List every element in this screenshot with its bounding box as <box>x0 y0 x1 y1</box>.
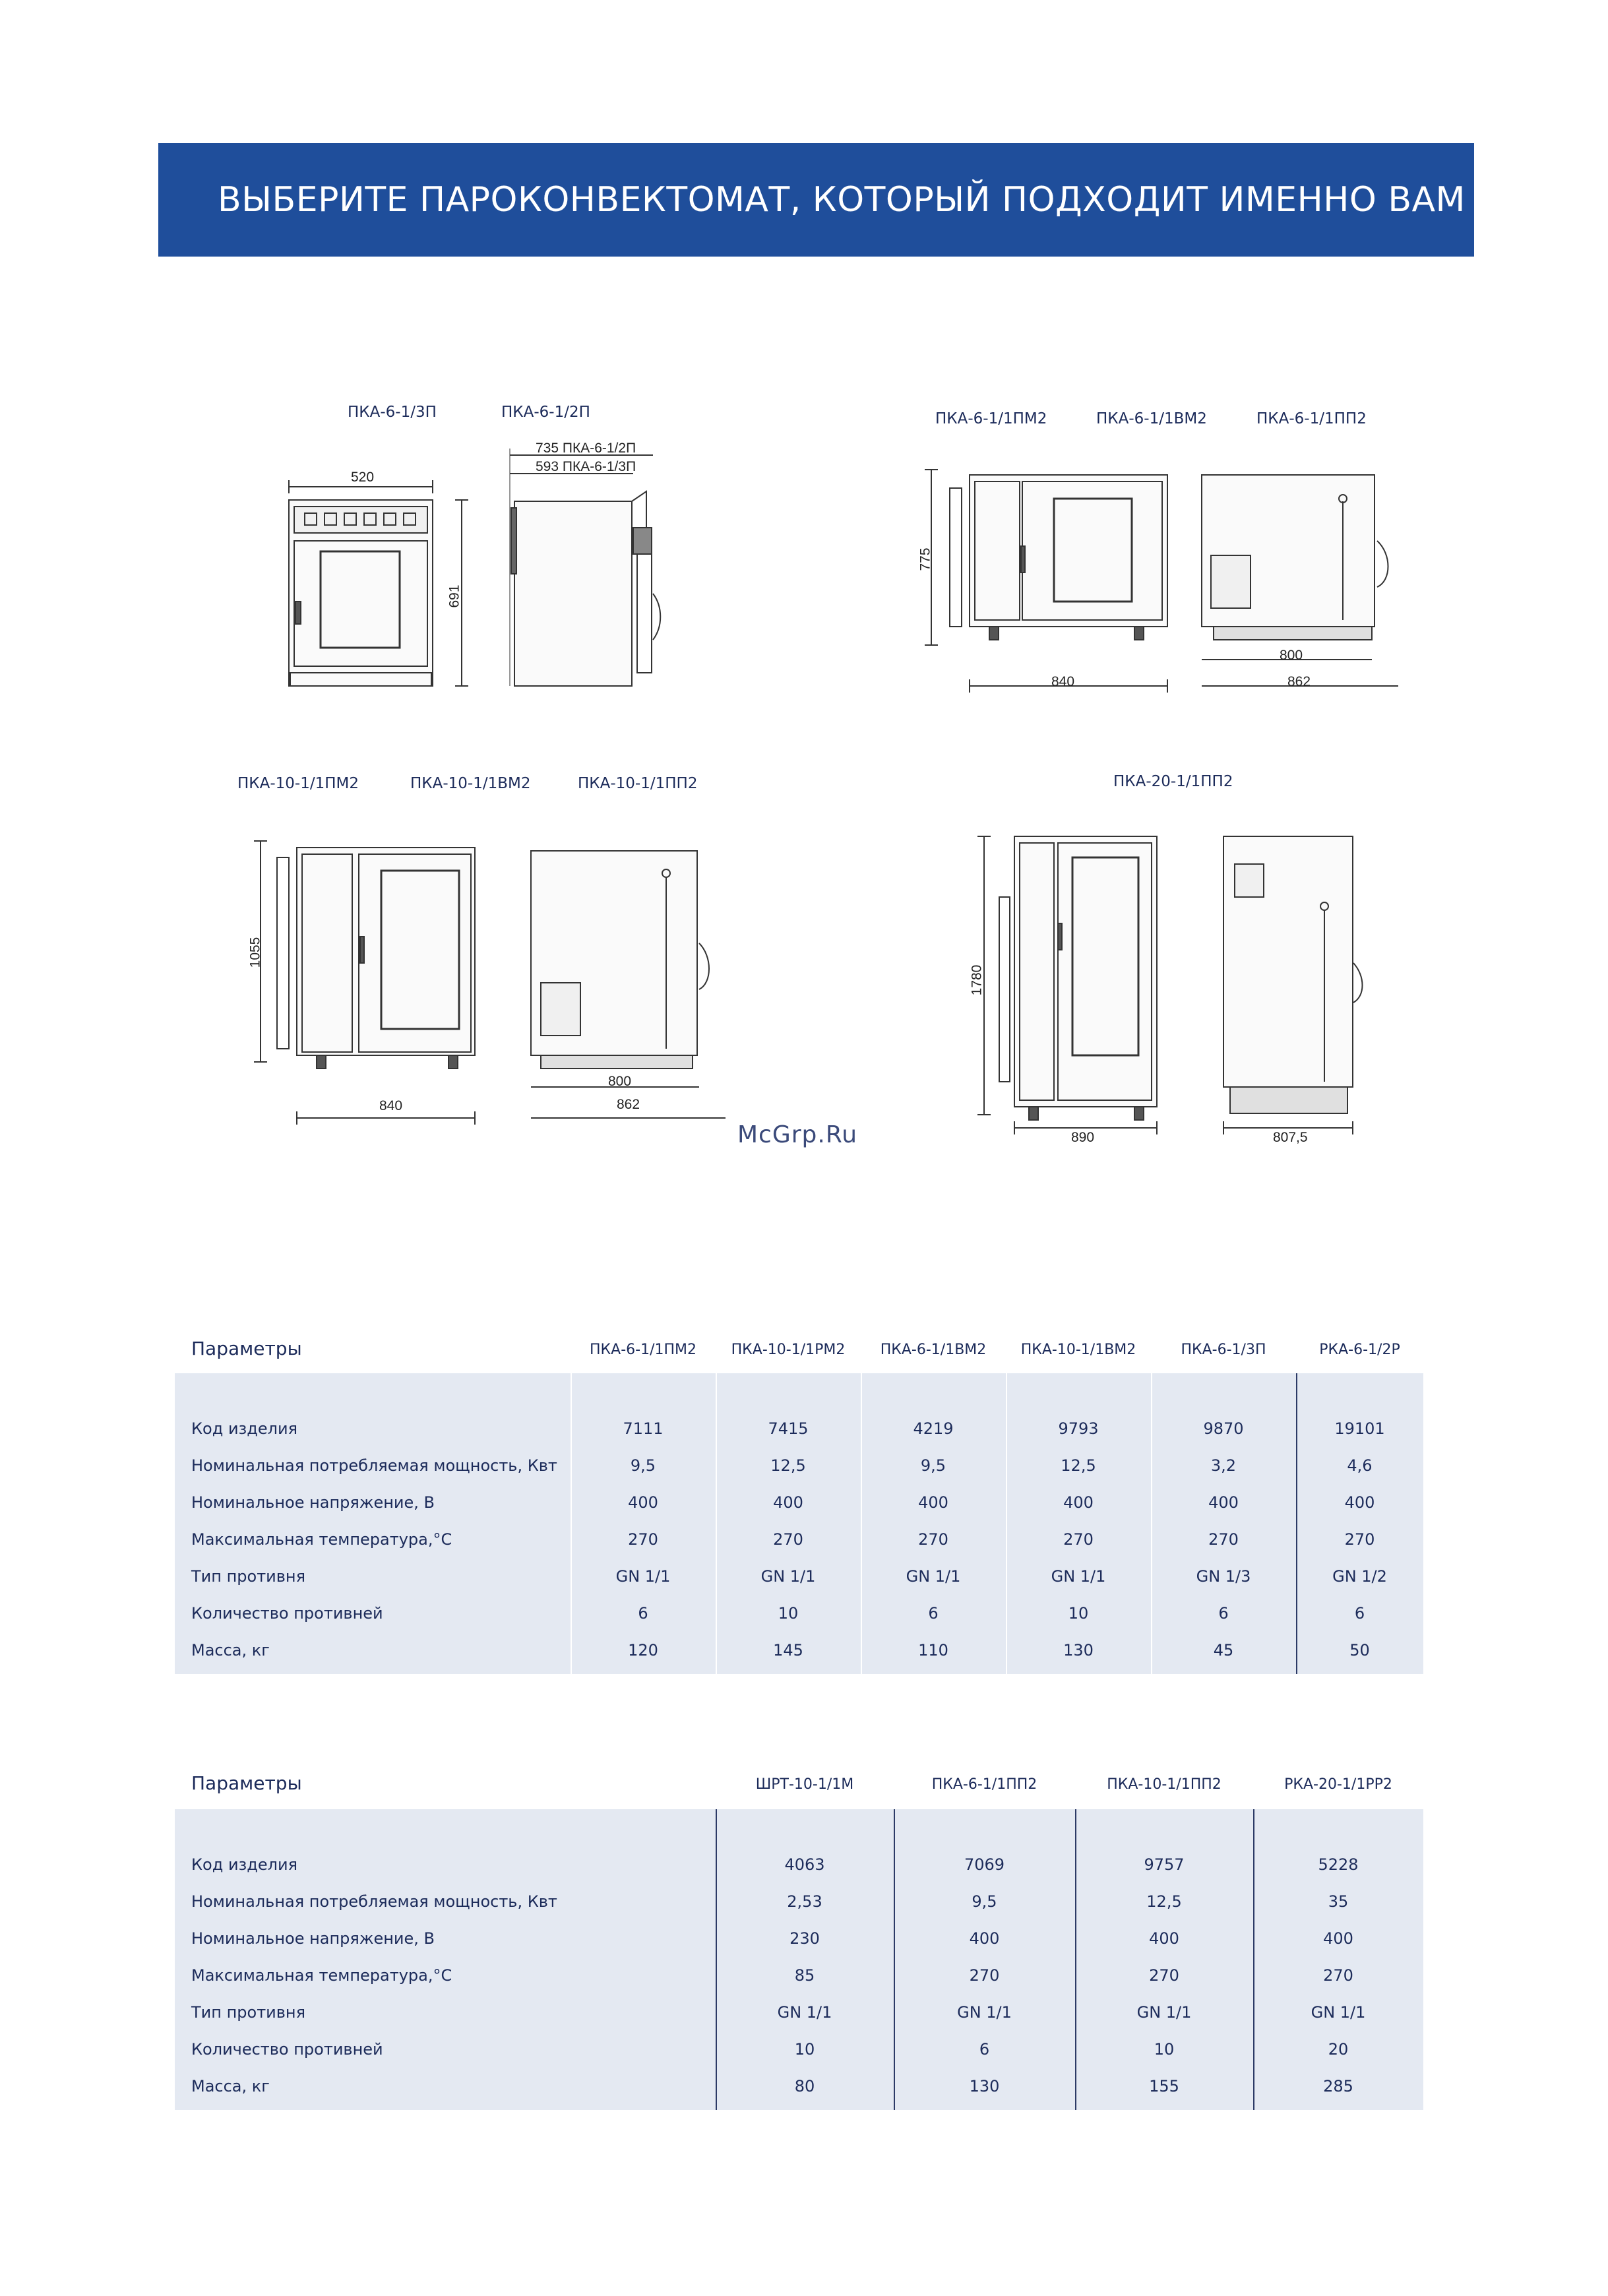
table-cell: 35 <box>1328 1892 1349 1911</box>
table-cell: 6 <box>638 1604 648 1623</box>
table-cell: GN 1/1 <box>760 1567 816 1586</box>
table-cell: GN 1/1 <box>1311 2003 1366 2022</box>
model-label: ПКА-6-1/1ПП2 <box>1256 410 1367 427</box>
table-row <box>175 1484 1423 1521</box>
table-cell: 110 <box>918 1641 948 1660</box>
table-body <box>175 1809 1423 2110</box>
table-cell: 400 <box>1149 1929 1179 1948</box>
row-label: Номинальное напряжение, В <box>191 1493 435 1512</box>
dimension-label: 862 <box>1287 674 1311 689</box>
table-cell: 270 <box>969 1966 1000 1985</box>
table-cell: 2,53 <box>787 1892 822 1911</box>
table-cell: 6 <box>1354 1604 1365 1623</box>
table-cell: 270 <box>1323 1966 1353 1985</box>
oven-20-front-drawing <box>977 836 1157 1134</box>
dimension-label: 800 <box>608 1074 632 1089</box>
column-header: ПКА-6-1/1ПП2 <box>931 1776 1037 1793</box>
table-cell: 80 <box>794 2077 815 2095</box>
table-cell: 400 <box>918 1493 948 1512</box>
row-label: Тип противня <box>191 1567 306 1586</box>
table-cell: 19101 <box>1334 1419 1385 1438</box>
model-label: ПКА-10-1/1ПМ2 <box>237 775 359 792</box>
table-cell: 6 <box>928 1604 939 1623</box>
table-cell: 6 <box>979 2040 990 2059</box>
table-cell: 7111 <box>623 1419 664 1438</box>
spec-table-2 <box>175 1766 1423 2110</box>
table-cell: GN 1/1 <box>957 2003 1012 2022</box>
row-label: Количество противней <box>191 2040 383 2059</box>
table-row <box>175 1447 1423 1484</box>
table-cell: 155 <box>1149 2077 1179 2095</box>
table-cell: 3,2 <box>1210 1456 1237 1475</box>
table-cell: GN 1/1 <box>615 1567 671 1586</box>
column-header: ПКА-10-1/1РМ2 <box>731 1342 846 1358</box>
table-cell: 400 <box>969 1929 1000 1948</box>
dimension-label: 862 <box>617 1097 640 1112</box>
table-cell: 130 <box>969 2077 1000 2095</box>
table-cell: 4063 <box>784 1855 825 1874</box>
table-cell: 7069 <box>964 1855 1005 1874</box>
table-row <box>175 1883 1423 1920</box>
table-row <box>175 1410 1423 1447</box>
column-header: РКА-20-1/1РР2 <box>1284 1776 1392 1793</box>
table-cell: 45 <box>1213 1641 1234 1660</box>
table-row <box>175 1994 1423 2031</box>
table-cell: 6 <box>1218 1604 1229 1623</box>
table-cell: GN 1/1 <box>777 2003 832 2022</box>
row-label: Количество противней <box>191 1604 383 1623</box>
table-row <box>175 1957 1423 1994</box>
table-cell: 9793 <box>1058 1419 1099 1438</box>
table-row <box>175 1846 1423 1883</box>
column-header: ПКА-6-1/1ВМ2 <box>880 1342 987 1358</box>
dimension-label: 593 ПКА-6-1/3П <box>536 459 636 474</box>
table-title: Параметры <box>191 1338 302 1359</box>
table-cell: 400 <box>1344 1493 1375 1512</box>
column-header: ПКА-10-1/1ПП2 <box>1107 1776 1221 1793</box>
table-cell: 400 <box>628 1493 658 1512</box>
table-row <box>175 2068 1423 2105</box>
model-label: ПКА-10-1/1ВМ2 <box>410 775 531 792</box>
page-title: ВЫБЕРИТЕ ПАРОКОНВЕКТОМАТ, КОТОРЫЙ ПОДХОДИТ ИМЕННО ВАМ <box>218 180 1466 220</box>
table-cell: 400 <box>1323 1929 1353 1948</box>
column-header: ШРТ-10-1/1М <box>755 1776 854 1793</box>
table-title: Параметры <box>191 1772 302 1794</box>
table-cell: 120 <box>628 1641 658 1660</box>
table-row <box>175 1632 1423 1669</box>
oven-6-small-front-drawing <box>289 480 468 686</box>
model-label: ПКА-20-1/1ПП2 <box>1113 773 1233 790</box>
table-cell: 10 <box>1154 2040 1175 2059</box>
row-label: Номинальное напряжение, В <box>191 1929 435 1948</box>
model-label: ПКА-6-1/1ПМ2 <box>935 410 1047 427</box>
table-cell: 12,5 <box>1061 1456 1096 1475</box>
table-cell: 270 <box>1208 1530 1239 1549</box>
column-header: ПКА-6-1/3П <box>1181 1342 1266 1358</box>
dimension-label: 840 <box>379 1098 403 1113</box>
table-cell: 270 <box>773 1530 803 1549</box>
table-cell: 9,5 <box>920 1456 946 1475</box>
table-row <box>175 1920 1423 1957</box>
row-label: Тип противня <box>191 2003 306 2022</box>
table-row <box>175 1595 1423 1632</box>
table-cell: 400 <box>1208 1493 1239 1512</box>
row-label: Масса, кг <box>191 1641 270 1660</box>
row-label: Код изделия <box>191 1419 298 1438</box>
dimension-label: 840 <box>1051 674 1075 689</box>
table-header <box>175 1766 1423 1805</box>
table-cell: 130 <box>1063 1641 1094 1660</box>
table-cell: 12,5 <box>1146 1892 1182 1911</box>
model-label: ПКА-6-1/2П <box>501 404 590 421</box>
dimension-label: 807,5 <box>1273 1130 1308 1145</box>
table-cell: 400 <box>773 1493 803 1512</box>
dimension-label: 800 <box>1280 648 1303 663</box>
column-header: ПКА-6-1/1ПМ2 <box>589 1342 696 1358</box>
dimension-label: 890 <box>1071 1130 1095 1145</box>
oven-10-front-drawing <box>254 841 475 1125</box>
table-cell: 9757 <box>1144 1855 1185 1874</box>
oven-6-front-drawing <box>925 470 1167 693</box>
table-row <box>175 1558 1423 1595</box>
row-label: Код изделия <box>191 1855 298 1874</box>
table-cell: 4219 <box>913 1419 954 1438</box>
table-cell: GN 1/3 <box>1196 1567 1251 1586</box>
model-label: ПКА-10-1/1ПП2 <box>578 775 698 792</box>
table-cell: 9,5 <box>972 1892 997 1911</box>
row-label: Номинальная потребляемая мощность, Квт <box>191 1456 557 1475</box>
table-cell: 400 <box>1063 1493 1094 1512</box>
row-label: Максимальная температура,°С <box>191 1966 452 1985</box>
table-cell: 12,5 <box>770 1456 806 1475</box>
table-body <box>175 1373 1423 1674</box>
table-cell: GN 1/1 <box>906 1567 961 1586</box>
watermark: McGrp.Ru <box>737 1121 858 1148</box>
table-cell: 285 <box>1323 2077 1353 2095</box>
table-cell: GN 1/2 <box>1332 1567 1387 1586</box>
table-cell: GN 1/1 <box>1051 1567 1106 1586</box>
table-cell: 4,6 <box>1347 1456 1373 1475</box>
table-cell: 50 <box>1349 1641 1370 1660</box>
column-header: РКА-6-1/2Р <box>1319 1342 1400 1358</box>
table-cell: GN 1/1 <box>1136 2003 1192 2022</box>
table-cell: 270 <box>1344 1530 1375 1549</box>
table-cell: 10 <box>794 2040 815 2059</box>
table-cell: 7415 <box>768 1419 809 1438</box>
dimension-label: 691 <box>447 584 462 608</box>
spec-table-1 <box>175 1331 1423 1674</box>
table-cell: 230 <box>789 1929 820 1948</box>
table-cell: 270 <box>1149 1966 1179 1985</box>
column-header: ПКА-10-1/1ВМ2 <box>1020 1342 1136 1358</box>
dimension-label: 520 <box>351 470 375 485</box>
table-cell: 9870 <box>1203 1419 1244 1438</box>
row-label: Максимальная температура,°С <box>191 1530 452 1549</box>
table-cell: 270 <box>628 1530 658 1549</box>
table-cell: 270 <box>1063 1530 1094 1549</box>
table-row <box>175 2031 1423 2068</box>
dimension-label: 1780 <box>969 964 985 996</box>
dimension-label: 775 <box>917 547 933 571</box>
table-cell: 10 <box>778 1604 799 1623</box>
row-label: Масса, кг <box>191 2077 270 2095</box>
table-cell: 85 <box>794 1966 815 1985</box>
model-label: ПКА-6-1/1ВМ2 <box>1096 410 1207 427</box>
table-row <box>175 1521 1423 1558</box>
table-header <box>175 1331 1423 1371</box>
dimension-label: 735 ПКА-6-1/2П <box>536 441 636 456</box>
oven-20-side-drawing <box>1223 836 1363 1134</box>
table-cell: 20 <box>1328 2040 1349 2059</box>
model-label: ПКА-6-1/3П <box>348 404 437 421</box>
dimension-label: 1055 <box>247 937 263 968</box>
oven-6-small-side-drawing <box>510 449 660 686</box>
table-cell: 9,5 <box>630 1456 656 1475</box>
table-cell: 145 <box>773 1641 803 1660</box>
table-cell: 10 <box>1068 1604 1089 1623</box>
table-cell: 270 <box>918 1530 948 1549</box>
table-cell: 5228 <box>1318 1855 1359 1874</box>
row-label: Номинальная потребляемая мощность, Квт <box>191 1892 557 1911</box>
